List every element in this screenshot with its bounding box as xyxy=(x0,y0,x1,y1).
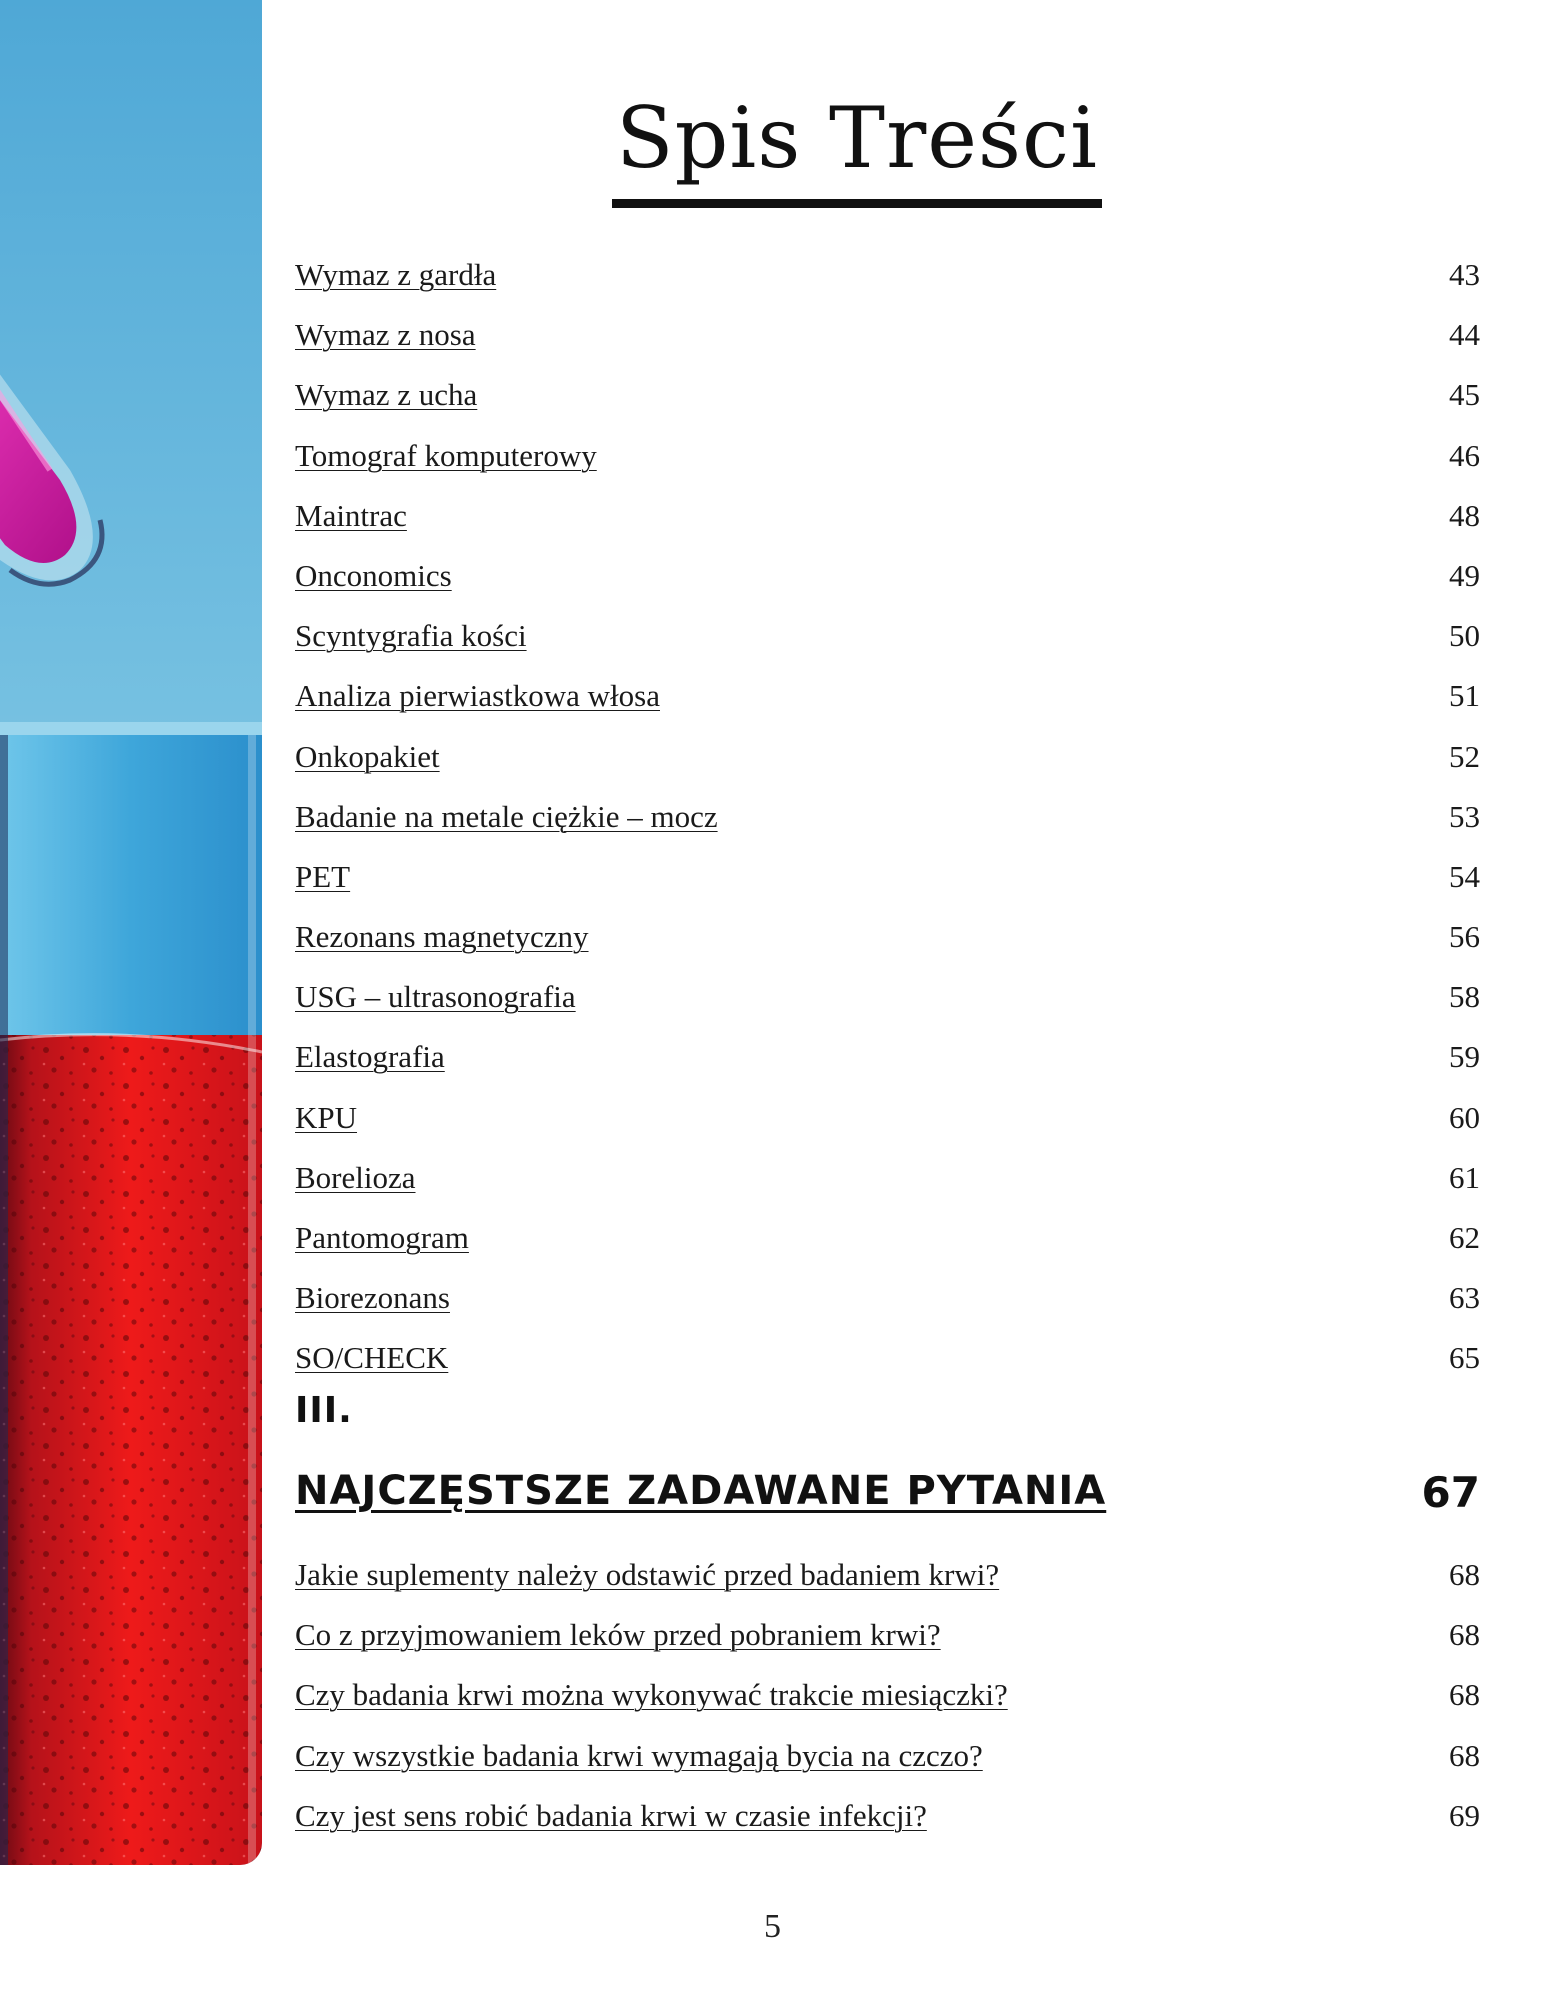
faq-row[interactable] xyxy=(295,1605,1480,1665)
page-number: 5 xyxy=(764,1908,781,1945)
toc-link[interactable]: Rezonans magnetyczny xyxy=(295,919,589,955)
toc-link[interactable]: Borelioza xyxy=(295,1159,416,1195)
toc-page-number: 52 xyxy=(1449,738,1480,774)
toc-page-number: 61 xyxy=(1449,1159,1480,1195)
toc-page-number: 46 xyxy=(1449,437,1480,473)
section-heading-row[interactable] xyxy=(295,1468,1480,1524)
section-heading-link[interactable]: NAJCZĘSTSZE ZADAWANE PYTANIA xyxy=(295,1468,1107,1514)
toc-link[interactable]: Analiza pierwiastkowa włosa xyxy=(295,678,660,714)
toc-page-number: 48 xyxy=(1449,497,1480,533)
toc-link[interactable]: USG – ultrasonografia xyxy=(295,979,576,1015)
toc-link[interactable]: Pantomogram xyxy=(295,1220,469,1255)
toc-link[interactable]: Elastografia xyxy=(295,1039,445,1075)
faq-link[interactable]: Jakie suplementy należy odstawić przed badaniem krwi? xyxy=(295,1557,1000,1592)
table-of-contents xyxy=(295,245,1480,1389)
faq-page-number: 68 xyxy=(1449,1737,1480,1773)
toc-row[interactable] xyxy=(295,727,1480,787)
toc-page-number: 49 xyxy=(1449,557,1480,593)
faq-row[interactable] xyxy=(295,1665,1480,1725)
toc-page-number: 54 xyxy=(1449,858,1480,894)
toc-link[interactable]: Biorezonans xyxy=(295,1280,450,1316)
toc-row[interactable] xyxy=(295,1208,1480,1268)
toc-page-number: 53 xyxy=(1449,798,1480,834)
faq-link[interactable]: Czy jest sens robić badania krwi w czasie infekcji? xyxy=(295,1797,927,1833)
faq-link[interactable]: Czy badania krwi można wykonywać trakcie miesiączki? xyxy=(295,1677,1008,1713)
faq-page-number: 69 xyxy=(1449,1797,1480,1833)
toc-link[interactable]: Maintrac xyxy=(295,497,407,533)
test-tube-photo xyxy=(0,0,262,1865)
toc-page-number: 59 xyxy=(1449,1039,1480,1075)
title-underline xyxy=(612,199,1102,208)
toc-link[interactable]: KPU xyxy=(295,1099,358,1135)
faq-page-number: 68 xyxy=(1449,1557,1480,1592)
toc-link[interactable]: Onkopakiet xyxy=(295,738,440,774)
toc-row[interactable] xyxy=(295,907,1480,967)
faq-list xyxy=(295,1545,1480,1846)
faq-row[interactable] xyxy=(295,1786,1480,1846)
toc-row[interactable] xyxy=(295,606,1480,666)
toc-link[interactable]: Wymaz z gardła xyxy=(295,257,497,292)
toc-row[interactable] xyxy=(295,847,1480,907)
faq-page-number: 68 xyxy=(1449,1677,1480,1713)
toc-page-number: 43 xyxy=(1449,257,1480,292)
toc-page-number: 44 xyxy=(1449,317,1480,353)
toc-row[interactable] xyxy=(295,486,1480,546)
toc-row[interactable] xyxy=(295,426,1480,486)
toc-link[interactable]: Onconomics xyxy=(295,557,452,593)
toc-row[interactable] xyxy=(295,305,1480,365)
toc-row[interactable] xyxy=(295,1027,1480,1087)
faq-row[interactable] xyxy=(295,1726,1480,1786)
section-page-number: 67 xyxy=(1421,1468,1480,1517)
toc-page-number: 60 xyxy=(1449,1099,1480,1135)
faq-row[interactable] xyxy=(295,1545,1480,1605)
toc-page-number: 50 xyxy=(1449,618,1480,654)
faq-link[interactable]: Czy wszystkie badania krwi wymagają bycia na czczo? xyxy=(295,1737,983,1773)
faq-page-number: 68 xyxy=(1449,1617,1480,1653)
toc-page-number: 62 xyxy=(1449,1220,1480,1255)
toc-link[interactable]: Badanie na metale ciężkie – mocz xyxy=(295,798,718,834)
toc-page-number: 56 xyxy=(1449,919,1480,955)
toc-link[interactable]: PET xyxy=(295,858,351,894)
toc-row[interactable] xyxy=(295,245,1480,305)
toc-link[interactable]: SO/CHECK xyxy=(295,1340,449,1376)
section-number: III. xyxy=(295,1390,353,1431)
toc-link[interactable]: Wymaz z ucha xyxy=(295,377,478,413)
page-title: Spis Treści xyxy=(616,89,1098,187)
toc-row[interactable] xyxy=(295,1328,1480,1388)
toc-link[interactable]: Scyntygrafia kości xyxy=(295,618,527,654)
toc-row[interactable] xyxy=(295,365,1480,425)
toc-row[interactable] xyxy=(295,967,1480,1027)
toc-row[interactable] xyxy=(295,1148,1480,1208)
toc-row[interactable] xyxy=(295,546,1480,606)
toc-row[interactable] xyxy=(295,1268,1480,1328)
toc-row[interactable] xyxy=(295,787,1480,847)
toc-row[interactable] xyxy=(295,1088,1480,1148)
toc-page-number: 51 xyxy=(1449,678,1480,714)
toc-page-number: 45 xyxy=(1449,377,1480,413)
toc-page-number: 65 xyxy=(1449,1340,1480,1376)
toc-page-number: 63 xyxy=(1449,1280,1480,1316)
toc-link[interactable]: Tomograf komputerowy xyxy=(295,437,597,473)
faq-link[interactable]: Co z przyjmowaniem leków przed pobraniem krwi? xyxy=(295,1617,941,1653)
toc-row[interactable] xyxy=(295,666,1480,726)
toc-link[interactable]: Wymaz z nosa xyxy=(295,317,476,353)
toc-page-number: 58 xyxy=(1449,979,1480,1015)
